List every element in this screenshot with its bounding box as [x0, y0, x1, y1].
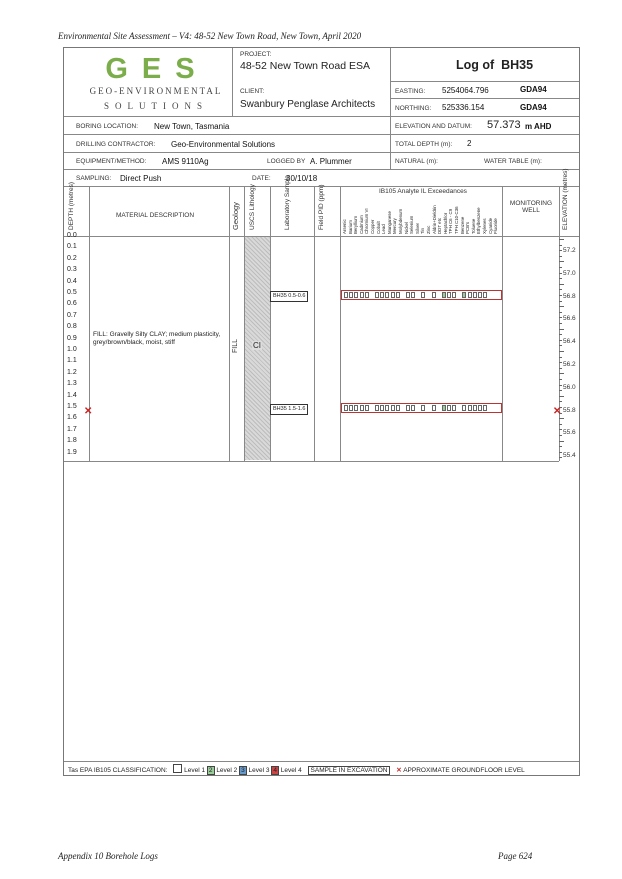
- analyte-name: Ethylbenzene: [476, 207, 482, 234]
- elevation-tick: 56.4: [563, 338, 576, 346]
- uscs-value: CI: [253, 341, 261, 350]
- legend-level1: Level 1: [184, 767, 206, 774]
- depth-tick: 0.3: [67, 266, 77, 274]
- analyte-name: Toluene: [470, 218, 476, 234]
- exceedance-cell: [442, 405, 446, 411]
- depth-tick: 1.0: [67, 346, 77, 353]
- elevation-minor-tick: [559, 390, 562, 391]
- exceedance-cell: [432, 292, 436, 298]
- depth-tick: 1.2: [67, 368, 77, 376]
- logo-line1: GEO-ENVIRONMENTAL: [89, 86, 223, 96]
- uscs-column-header: USCS Lithology: [249, 184, 256, 230]
- analyte-name: Cobalt: [375, 221, 381, 234]
- elevation-tick: 56.2: [563, 361, 576, 368]
- elevation-tick: 56.0: [563, 383, 576, 391]
- analyte-name: Cadmium: [358, 215, 364, 234]
- elevation-minor-tick: [559, 351, 564, 352]
- exceedance-cell: [406, 405, 410, 411]
- northing-datum: GDA94: [520, 103, 547, 112]
- analyte-name: DDT etc: [437, 217, 443, 234]
- equipment-label: EQUIPMENT/METHOD:: [76, 158, 147, 165]
- analyte-name: Silver: [414, 223, 420, 234]
- page-footer-left: Appendix 10 Borehole Logs: [58, 851, 158, 861]
- logged-by-value: A. Plummer: [310, 157, 352, 166]
- analyte-name: Molybdenum: [398, 208, 403, 234]
- elevation-minor-tick: [559, 345, 562, 346]
- analyte-name: Cyanide: [487, 217, 493, 234]
- analyte-name: Selenium: [409, 215, 415, 234]
- elevation-minor-tick: [559, 273, 562, 274]
- exceedance-cell: [447, 292, 451, 298]
- analyte-name: Lead: [381, 224, 387, 234]
- exceedance-cell: [344, 292, 348, 298]
- elevation-minor-tick: [559, 239, 564, 240]
- exceedance-cell: [396, 292, 400, 298]
- elevation-minor-tick: [559, 418, 564, 419]
- elevation-tick: 57.2: [563, 247, 576, 254]
- total-depth-value: 2: [467, 139, 472, 148]
- project-value: 48-52 New Town Road ESA: [240, 60, 370, 72]
- elevation-minor-tick: [559, 289, 562, 290]
- exceedance-cell: [354, 405, 358, 411]
- exceedance-cell: [380, 405, 384, 411]
- depth-tick: 1.5: [67, 403, 77, 410]
- analyte-name: TPH C6 - C9: [448, 208, 454, 234]
- depth-tick: 1.3: [67, 380, 77, 388]
- equipment-value: AMS 9110Ag: [162, 157, 209, 166]
- elevation-minor-tick: [559, 250, 562, 251]
- geology-column-header: Geology: [231, 202, 240, 230]
- depth-tick: 1.4: [67, 391, 77, 399]
- exceedance-cell: [468, 292, 472, 298]
- borehole-log-sheet: [63, 47, 580, 776]
- elevation-minor-tick: [559, 362, 562, 363]
- exceedance-cell: [452, 292, 456, 298]
- elevation-tick: 56.8: [563, 292, 576, 300]
- drilling-contractor-label: DRILLING CONTRACTOR:: [76, 141, 156, 148]
- analyte-list: [342, 205, 502, 274]
- analyte-name: Chromium VI: [364, 208, 370, 234]
- exceedance-cell: [447, 405, 451, 411]
- elevation-minor-tick: [559, 261, 564, 262]
- legend-level2-box: 2: [208, 767, 213, 774]
- depth-tick: 1.1: [67, 357, 77, 365]
- lab-sample-1: BH35 0.5-0.6: [270, 291, 308, 302]
- elevation-minor-tick: [559, 357, 562, 358]
- analyte-name: TPH C10-C36: [454, 206, 459, 234]
- depth-tick: 1.7: [67, 425, 77, 433]
- elevation-minor-tick: [559, 284, 564, 285]
- exceedance-cell: [421, 405, 425, 411]
- exceedance-cell: [354, 292, 358, 298]
- legend-level4-box: 4: [273, 767, 277, 774]
- logo-letters: GES: [105, 53, 209, 85]
- total-depth-label: TOTAL DEPTH (m):: [395, 141, 453, 148]
- exceedance-cell: [406, 292, 410, 298]
- lab-sample-column-header: Laboratory Sample: [284, 175, 291, 230]
- elevation-tick: 57.0: [563, 269, 576, 277]
- exceedance-cell: [365, 405, 369, 411]
- pid-column-header: Field PID (ppm): [318, 184, 325, 230]
- exceedance-cell: [375, 405, 379, 411]
- analyte-name: Benzene: [459, 216, 465, 234]
- exceedance-cell: [375, 292, 379, 298]
- legend-groundfloor: APPROXIMATE GROUNDFLOOR LEVEL: [403, 767, 525, 774]
- drilling-contractor-value: Geo-Environmental Solutions: [171, 140, 276, 149]
- elevation-tick: 55.8: [563, 406, 576, 414]
- elevation-label: ELEVATION AND DATUM:: [395, 123, 472, 130]
- elevation-tick: 55.4: [563, 452, 576, 460]
- depth-tick: 1.6: [67, 414, 77, 422]
- analyte-name: Arsenic: [342, 219, 347, 234]
- sampling-value: Direct Push: [120, 174, 162, 183]
- water-table-label: WATER TABLE (m):: [484, 158, 542, 165]
- analyte-name: Barium: [347, 220, 353, 234]
- elevation-minor-tick: [559, 295, 562, 296]
- exceedance-cell: [432, 405, 436, 411]
- exceedance-cell: [411, 292, 415, 298]
- elevation-minor-tick: [559, 373, 564, 374]
- depth-tick: 0.2: [67, 254, 77, 262]
- legend-level1-box: [173, 764, 182, 773]
- elevation-minor-tick: [559, 317, 562, 318]
- exceedance-cell: [385, 292, 389, 298]
- depth-tick: 1.9: [67, 448, 77, 456]
- elevation-minor-tick: [559, 368, 562, 369]
- exceedance-cell: [468, 405, 472, 411]
- legend-level4: Level 4: [280, 767, 302, 774]
- exceedance-cell: [452, 405, 456, 411]
- northing-value: 525336.154: [442, 103, 485, 112]
- depth-tick: 0.1: [67, 243, 77, 251]
- exceedance-cell: [391, 292, 395, 298]
- elevation-minor-tick: [559, 323, 562, 324]
- analyte-name: Manganese: [386, 211, 392, 234]
- exceedance-cell: [380, 292, 384, 298]
- easting-value: 5254064.796: [442, 86, 489, 95]
- easting-datum: GDA94: [520, 85, 547, 94]
- legend-classification: Tas EPA IB105 CLASSIFICATION:: [68, 767, 168, 774]
- depth-tick: 0.5: [67, 289, 77, 296]
- elevation-minor-tick: [559, 245, 562, 246]
- elevation-minor-tick: [559, 306, 564, 307]
- exceedance-cell: [349, 292, 353, 298]
- analyte-name: Xylenes: [482, 218, 487, 234]
- client-label: CLIENT:: [240, 88, 265, 95]
- page-footer-right: Page 624: [498, 851, 533, 861]
- elevation-minor-tick: [559, 312, 562, 313]
- northing-label: NORTHING:: [395, 105, 432, 112]
- elevation-minor-tick: [559, 256, 562, 257]
- analyte-name: Beryllium: [353, 215, 359, 234]
- exceedance-cell: [473, 292, 477, 298]
- elevation-minor-tick: [559, 396, 564, 397]
- analyte-name: Nickel: [403, 222, 409, 234]
- elevation-column-header: ELEVATION (metres): [562, 168, 569, 230]
- exceedance-cell: [478, 292, 482, 298]
- exceedance-cell: [349, 405, 353, 411]
- legend: [68, 764, 525, 775]
- elevation-minor-tick: [559, 379, 562, 380]
- exceedance-cell: [396, 405, 400, 411]
- elevation-minor-tick: [559, 441, 564, 442]
- elevation-minor-tick: [559, 435, 562, 436]
- depth-column-header: DEPTH (metres): [68, 181, 75, 230]
- elevation-minor-tick: [559, 457, 562, 458]
- geology-value: FILL: [232, 338, 239, 353]
- analyte-name: Copper: [370, 219, 375, 234]
- logo-line2: SOLUTIONS: [103, 101, 208, 111]
- material-description: FILL: Gravelly Silty CLAY; medium plasticity, grey/brown/black, moist, stiff: [93, 331, 221, 346]
- depth-tick: 1.8: [67, 437, 77, 445]
- exceedance-row-1: [341, 290, 502, 300]
- log-title: Log of BH35: [456, 58, 534, 72]
- depth-tick: 0.6: [67, 300, 77, 308]
- legend-level3-box: 3: [241, 767, 245, 774]
- legend-sample-excavation: SAMPLE IN EXCAVATION: [308, 766, 391, 775]
- exceedance-cell: [462, 405, 466, 411]
- depth-tick: 0.0: [67, 232, 77, 239]
- analyte-name: Aldrin+Dieldrin: [431, 205, 437, 234]
- excavation-marker-right: ✕: [553, 406, 562, 417]
- depth-tick: 0.8: [67, 323, 77, 331]
- easting-label: EASTING:: [395, 88, 426, 95]
- boring-location-label: BORING LOCATION:: [76, 123, 138, 130]
- date-value: 30/10/18: [286, 174, 318, 183]
- depth-tick: 0.4: [67, 277, 77, 285]
- legend-level2: Level 2: [216, 767, 238, 774]
- logged-by-label: LOGGED BY: [267, 158, 306, 165]
- depth-tick: 0.9: [67, 334, 77, 342]
- exceedance-cell: [473, 405, 477, 411]
- exceedance-row-2: [341, 403, 502, 413]
- ib105-column-header: IB105 Analyte IL Exceedances: [379, 188, 467, 195]
- exceedance-cell: [442, 292, 446, 298]
- elevation-value: 57.373: [487, 119, 521, 131]
- elevation-minor-tick: [559, 334, 562, 335]
- exceedance-cell: [360, 292, 364, 298]
- elevation-unit: m AHD: [525, 122, 552, 131]
- boring-location-value: New Town, Tasmania: [154, 122, 230, 131]
- project-label: PROJECT:: [240, 51, 272, 58]
- analyte-name: Tin: [420, 228, 426, 234]
- exceedance-cell: [360, 405, 364, 411]
- exceedance-cell: [344, 405, 348, 411]
- exceedance-cell: [421, 292, 425, 298]
- ges-logo: [92, 54, 222, 84]
- elevation-minor-tick: [559, 301, 562, 302]
- elevation-minor-tick: [559, 278, 562, 279]
- elevation-tick: 55.6: [563, 429, 576, 437]
- well-column-header: MONITORING WELL: [509, 200, 553, 214]
- elevation-minor-tick: [559, 340, 562, 341]
- depth-tick: 0.7: [67, 311, 77, 319]
- exceedance-cell: [483, 405, 487, 411]
- client-value: Swanbury Penglase Architects: [240, 99, 376, 110]
- analyte-name: Fluoride: [493, 218, 499, 234]
- material-column-header: MATERIAL DESCRIPTION: [116, 212, 195, 219]
- analyte-name: Mercury: [392, 218, 398, 234]
- lab-sample-2: BH35 1.5-1.6: [270, 404, 308, 415]
- elevation-minor-tick: [559, 385, 562, 386]
- elevation-minor-tick: [559, 429, 562, 430]
- elevation-minor-tick: [559, 446, 562, 447]
- analyte-name: Heptachlor: [442, 212, 448, 234]
- sampling-label: SAMPLING:: [76, 175, 112, 182]
- elevation-tick: 56.6: [563, 315, 576, 323]
- exceedance-cell: [411, 405, 415, 411]
- elevation-minor-tick: [559, 424, 562, 425]
- date-label: DATE:: [252, 175, 271, 182]
- legend-cross-icon: ✕: [396, 767, 402, 774]
- exceedance-cell: [462, 292, 466, 298]
- analyte-name: Zinc: [426, 225, 431, 234]
- page-header: Environmental Site Assessment – V4: 48-52 New Town Road, New Town, April 2020: [58, 31, 362, 41]
- exceedance-cell: [391, 405, 395, 411]
- natural-label: NATURAL (m):: [395, 158, 438, 165]
- legend-level3: Level 3: [248, 767, 270, 774]
- elevation-minor-tick: [559, 267, 562, 268]
- excavation-marker-left: ✕: [84, 406, 93, 417]
- analyte-name: PCB's: [465, 221, 471, 234]
- elevation-minor-tick: [559, 401, 562, 402]
- exceedance-cell: [385, 405, 389, 411]
- elevation-minor-tick: [559, 452, 562, 453]
- exceedance-cell: [365, 292, 369, 298]
- exceedance-cell: [483, 292, 487, 298]
- exceedance-cell: [478, 405, 482, 411]
- elevation-minor-tick: [559, 329, 564, 330]
